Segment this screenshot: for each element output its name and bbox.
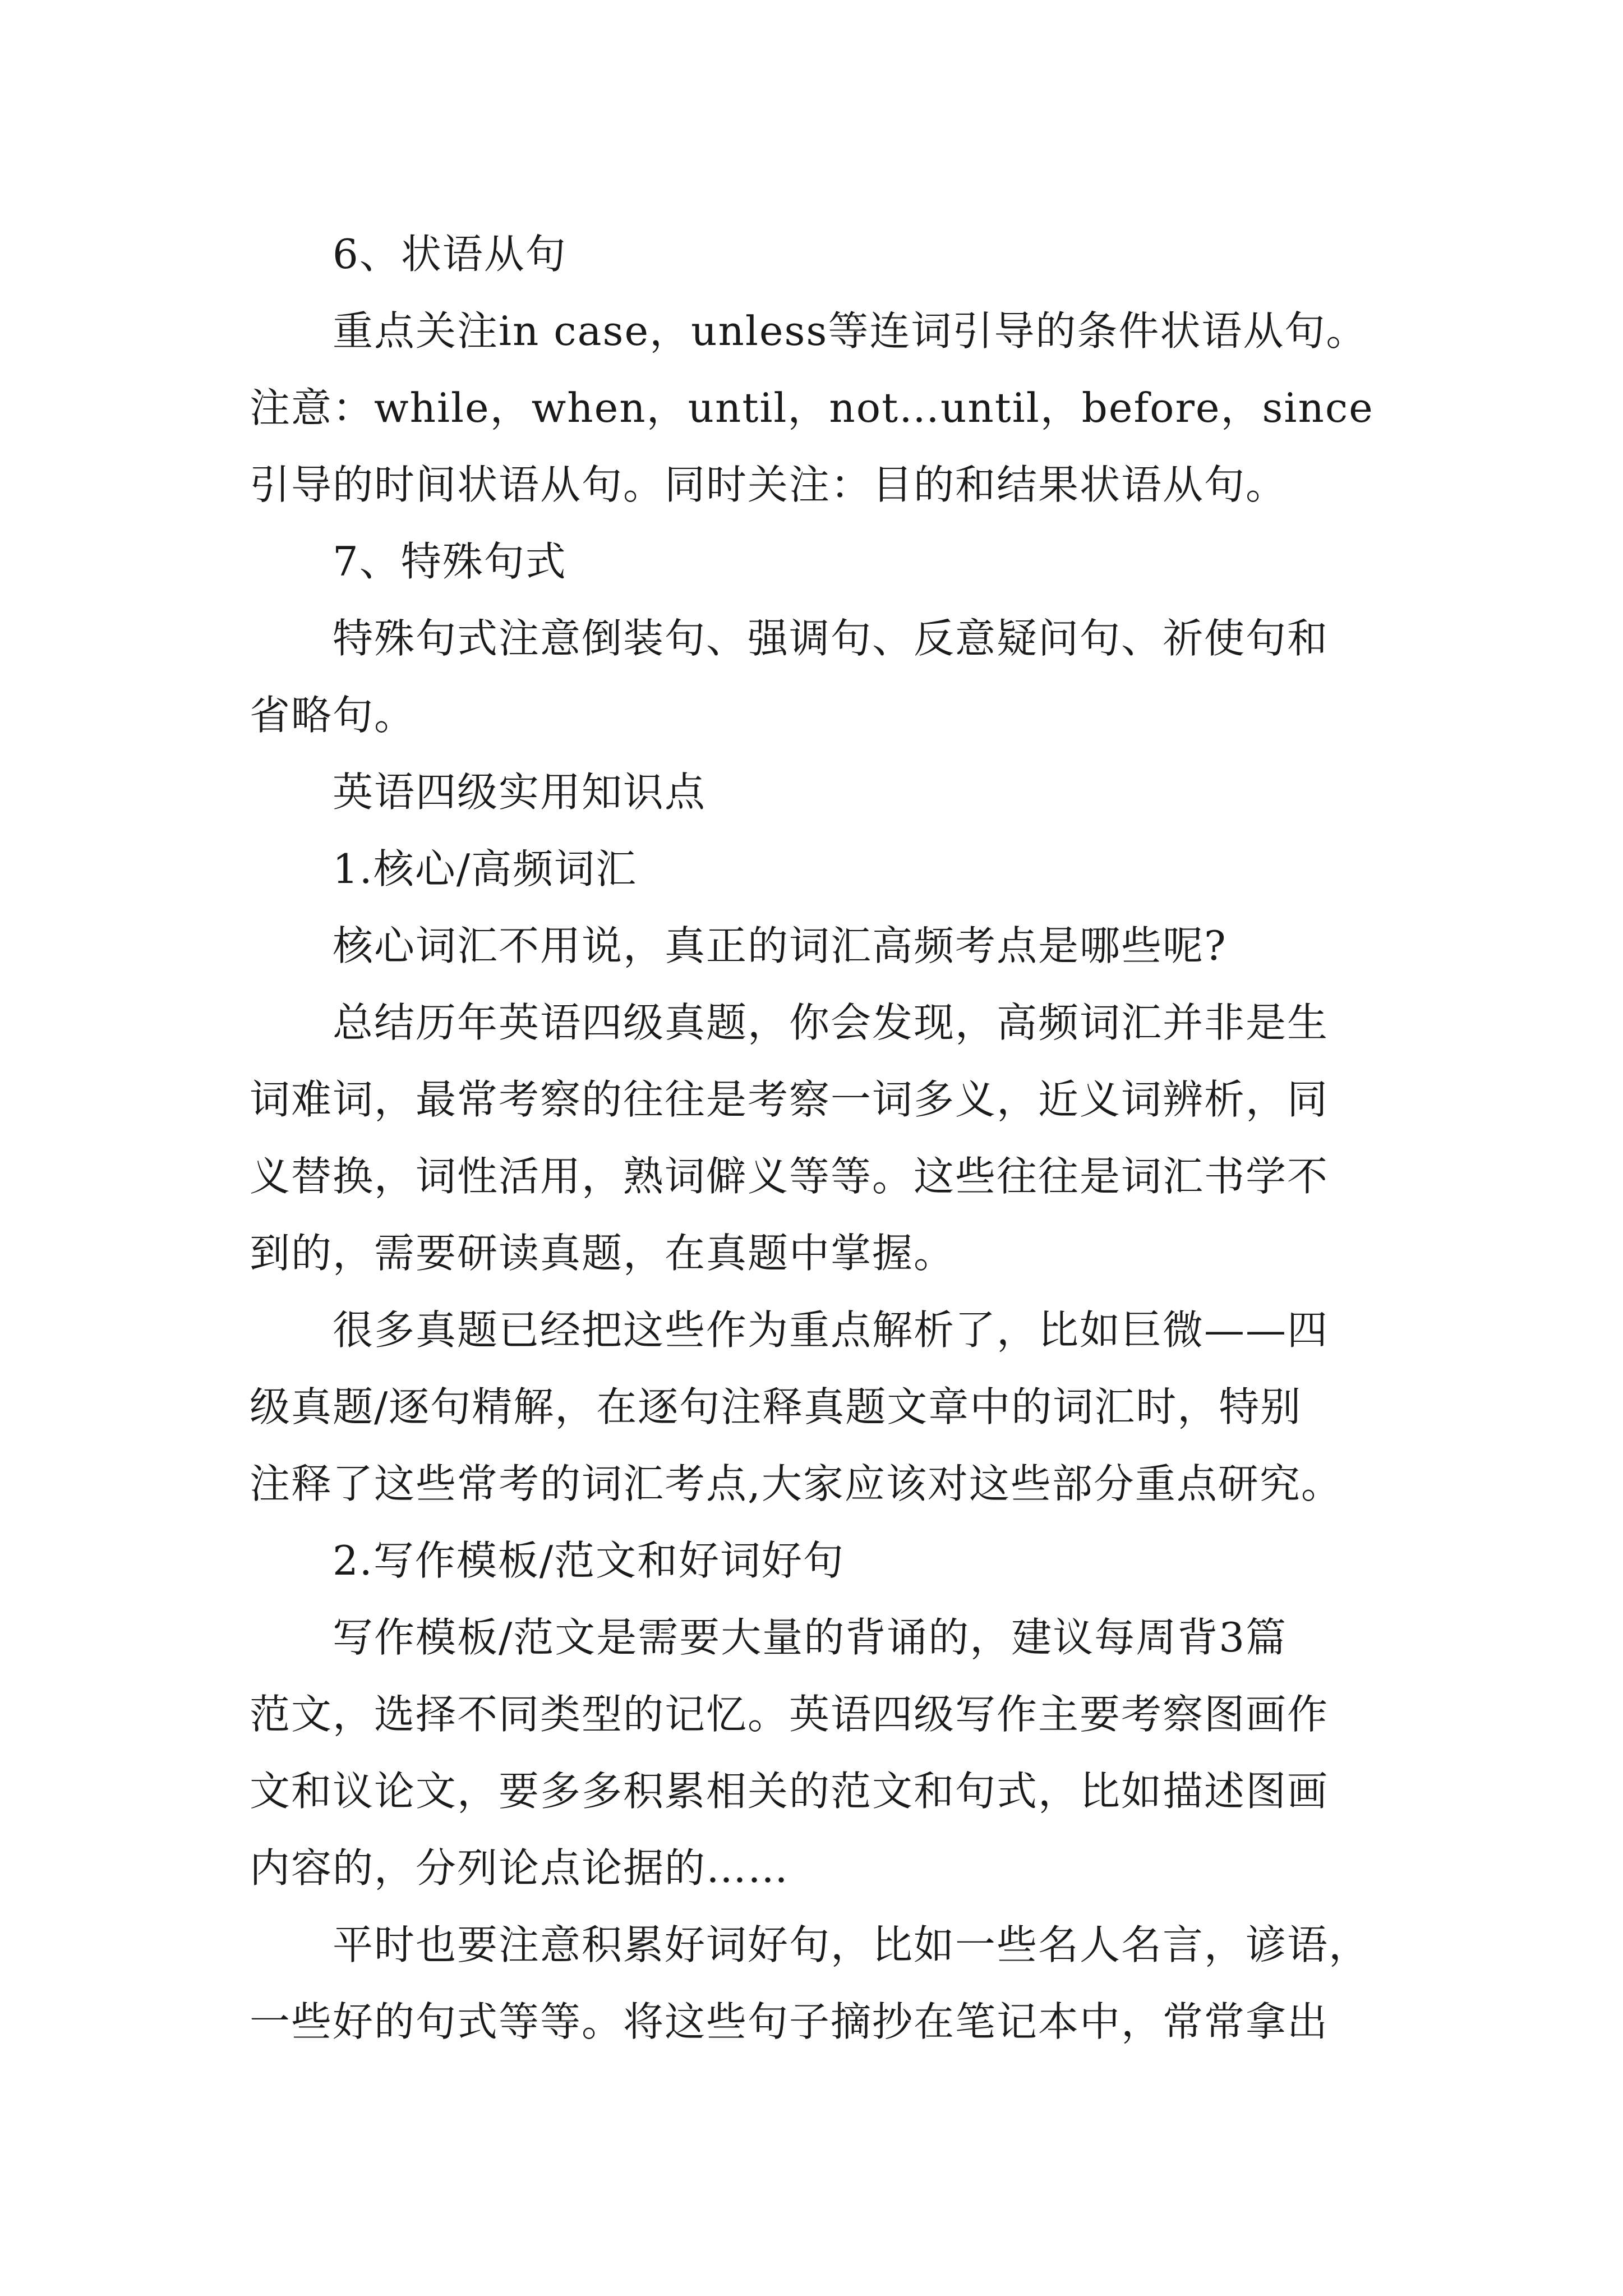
paragraph-line: 注意：while，when，until，not…until，before，since [250,384,1374,431]
paragraph-line: 总结历年英语四级真题，你会发现，高频词汇并非是生 [333,999,1329,1046]
paragraph-line: 内容的，分列论点论据的…… [250,1844,790,1892]
heading-special-sentences: 7、特殊句式 [333,538,567,585]
paragraph-line: 级真题/逐句精解，在逐句注释真题文章中的词汇时，特别 [250,1383,1302,1430]
paragraph-line: 义替换，词性活用，熟词僻义等等。这些往往是词汇书学不 [250,1153,1329,1200]
paragraph-line: 省略句。 [250,692,416,739]
paragraph-line: 一些好的句式等等。将这些句子摘抄在笔记本中，常常拿出 [250,1998,1329,2045]
paragraph-line: 到的，需要研读真题，在真题中掌握。 [250,1230,956,1277]
heading-adverbial-clause: 6、状语从句 [333,231,567,278]
paragraph-line: 注释了这些常考的词汇考点,大家应该对这些部分重点研究。 [250,1460,1343,1507]
heading-writing-templates: 2.写作模板/范文和好词好句 [333,1537,845,1584]
paragraph-line: 范文，选择不同类型的记忆。英语四级写作主要考察图画作 [250,1691,1329,1738]
paragraph-line: 重点关注in case，unless等连词引导的条件状语从句。 [333,307,1368,355]
paragraph-line: 平时也要注意积累好词好句，比如一些名人名言，谚语， [333,1921,1371,1968]
paragraph-line: 引导的时间状语从句。同时关注：目的和结果状语从句。 [250,461,1288,508]
paragraph-line: 很多真题已经把这些作为重点解析了，比如巨微——四 [333,1306,1329,1354]
paragraph-line: 特殊句式注意倒装句、强调句、反意疑问句、祈使句和 [333,615,1329,662]
section-title: 英语四级实用知识点 [333,769,707,816]
document-body [250,216,1382,2060]
paragraph-line: 核心词汇不用说，真正的词汇高频考点是哪些呢? [333,922,1227,969]
heading-core-vocabulary: 1.核心/高频词汇 [333,845,637,892]
paragraph-line: 词难词，最常考察的往往是考察一词多义，近义词辨析，同 [250,1076,1329,1123]
paragraph-line: 文和议论文，要多多积累相关的范文和句式，比如描述图画 [250,1768,1329,1815]
paragraph-line: 写作模板/范文是需要大量的背诵的，建议每周背3篇 [333,1614,1288,1661]
